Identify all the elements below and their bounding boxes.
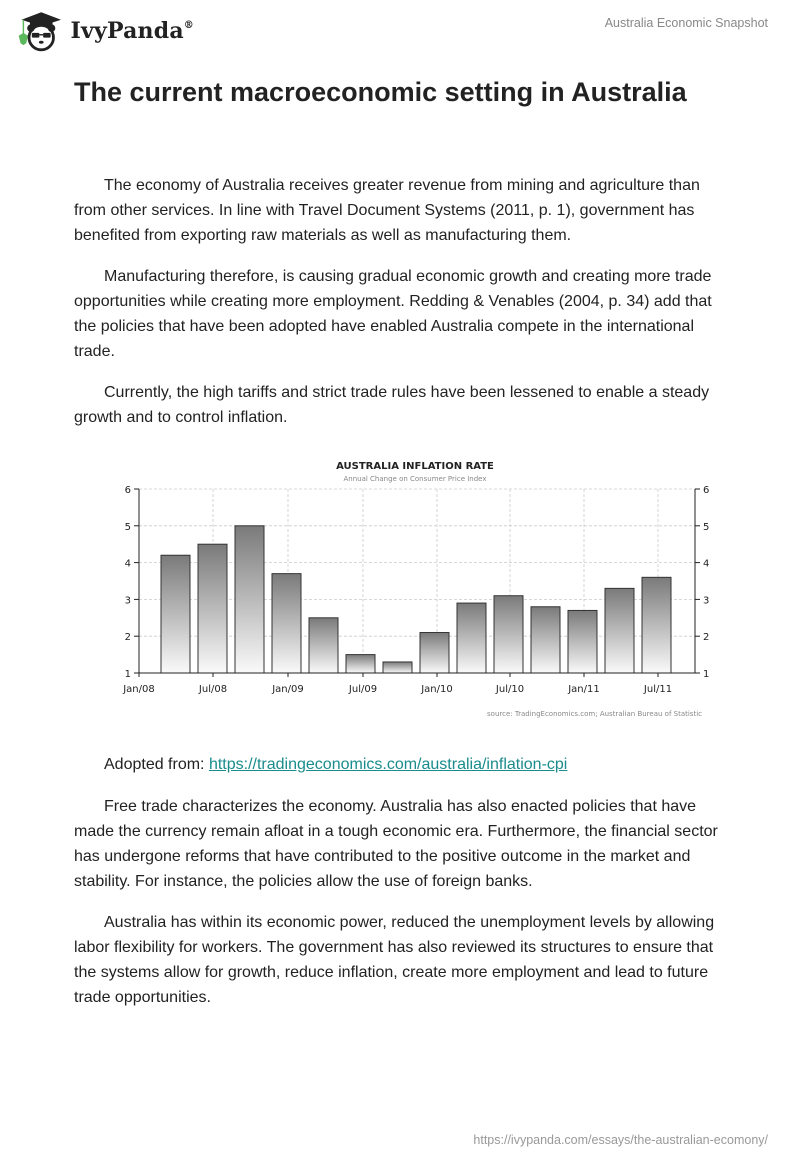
svg-text:4: 4 xyxy=(703,558,710,570)
chart-subtitle: Annual Change on Consumer Price Index xyxy=(343,475,487,483)
chart-title: AUSTRALIA INFLATION RATE xyxy=(336,461,494,472)
svg-text:Jan/09: Jan/09 xyxy=(272,684,304,695)
svg-text:1: 1 xyxy=(124,669,131,680)
adopted-label: Adopted from: xyxy=(104,756,209,773)
footer-url[interactable]: https://ivypanda.com/essays/the-australian-ecomony/ xyxy=(473,1133,768,1147)
svg-text:2: 2 xyxy=(124,632,131,644)
svg-text:5: 5 xyxy=(124,521,131,533)
svg-text:3: 3 xyxy=(703,595,710,607)
paragraph-4: Free trade characterizes the economy. Australia has also enacted policies that have made the currency remain afloat in a tough economic era. Furthermore, the financial sector has undergone reforms that have contributed to the positive outcome in the market and stability. For instance, the policies allow the use of foreign banks. xyxy=(74,798,718,890)
chart-source: source: TradingEconomics.com; Australian Bureau of Statistic xyxy=(487,710,702,718)
ivypanda-logo[interactable] xyxy=(14,8,194,54)
brand-name: IvyPanda® xyxy=(70,18,194,44)
page-header xyxy=(0,0,800,60)
svg-text:1: 1 xyxy=(703,669,710,680)
source-link[interactable]: https://tradingeconomics.com/australia/inflation-cpi xyxy=(208,756,568,773)
svg-text:6: 6 xyxy=(124,485,131,496)
adopted-from xyxy=(74,752,734,777)
article-title: The current macroeconomic setting in Australia xyxy=(74,77,687,107)
bar-chart xyxy=(110,452,720,722)
svg-text:Jan/11: Jan/11 xyxy=(568,684,600,695)
svg-text:4: 4 xyxy=(124,558,131,570)
svg-text:Jul/09: Jul/09 xyxy=(348,684,378,695)
svg-text:2: 2 xyxy=(703,632,710,644)
svg-text:Jul/11: Jul/11 xyxy=(643,684,673,695)
paragraph-1: The economy of Australia receives greater revenue from mining and agriculture than from other services. In line with Travel Document Systems (2011, p. 1), government has benefited from exporting raw materials as well as manufacturing them. xyxy=(74,177,700,244)
panda-graduate-icon xyxy=(14,8,68,54)
svg-text:Jul/08: Jul/08 xyxy=(198,684,228,695)
inflation-chart xyxy=(110,452,720,722)
svg-text:3: 3 xyxy=(124,595,131,607)
paragraph-2: Manufacturing therefore, is causing gradual economic growth and creating more trade opportunities while creating more employment. Redding & Venables (2004, p. 34) add that the policies that have been adopted have enabled Australia compete in the international trade. xyxy=(74,268,712,360)
document-label: Australia Economic Snapshot xyxy=(604,16,768,30)
svg-text:5: 5 xyxy=(703,521,710,533)
svg-text:Jul/10: Jul/10 xyxy=(495,684,525,695)
paragraph-3: Currently, the high tariffs and strict trade rules have been lessened to enable a steady growth and to control inflation. xyxy=(74,384,710,426)
paragraph-5: Australia has within its economic power, reduced the unemployment levels by allowing labor flexibility for workers. The government has also reviewed its structures to ensure that the systems allow for growth, reduce inflation, create more employment and lead to future trade opportunities. xyxy=(74,914,715,1006)
svg-text:6: 6 xyxy=(703,485,710,496)
svg-text:Jan/08: Jan/08 xyxy=(123,684,155,695)
svg-text:Jan/10: Jan/10 xyxy=(421,684,453,695)
